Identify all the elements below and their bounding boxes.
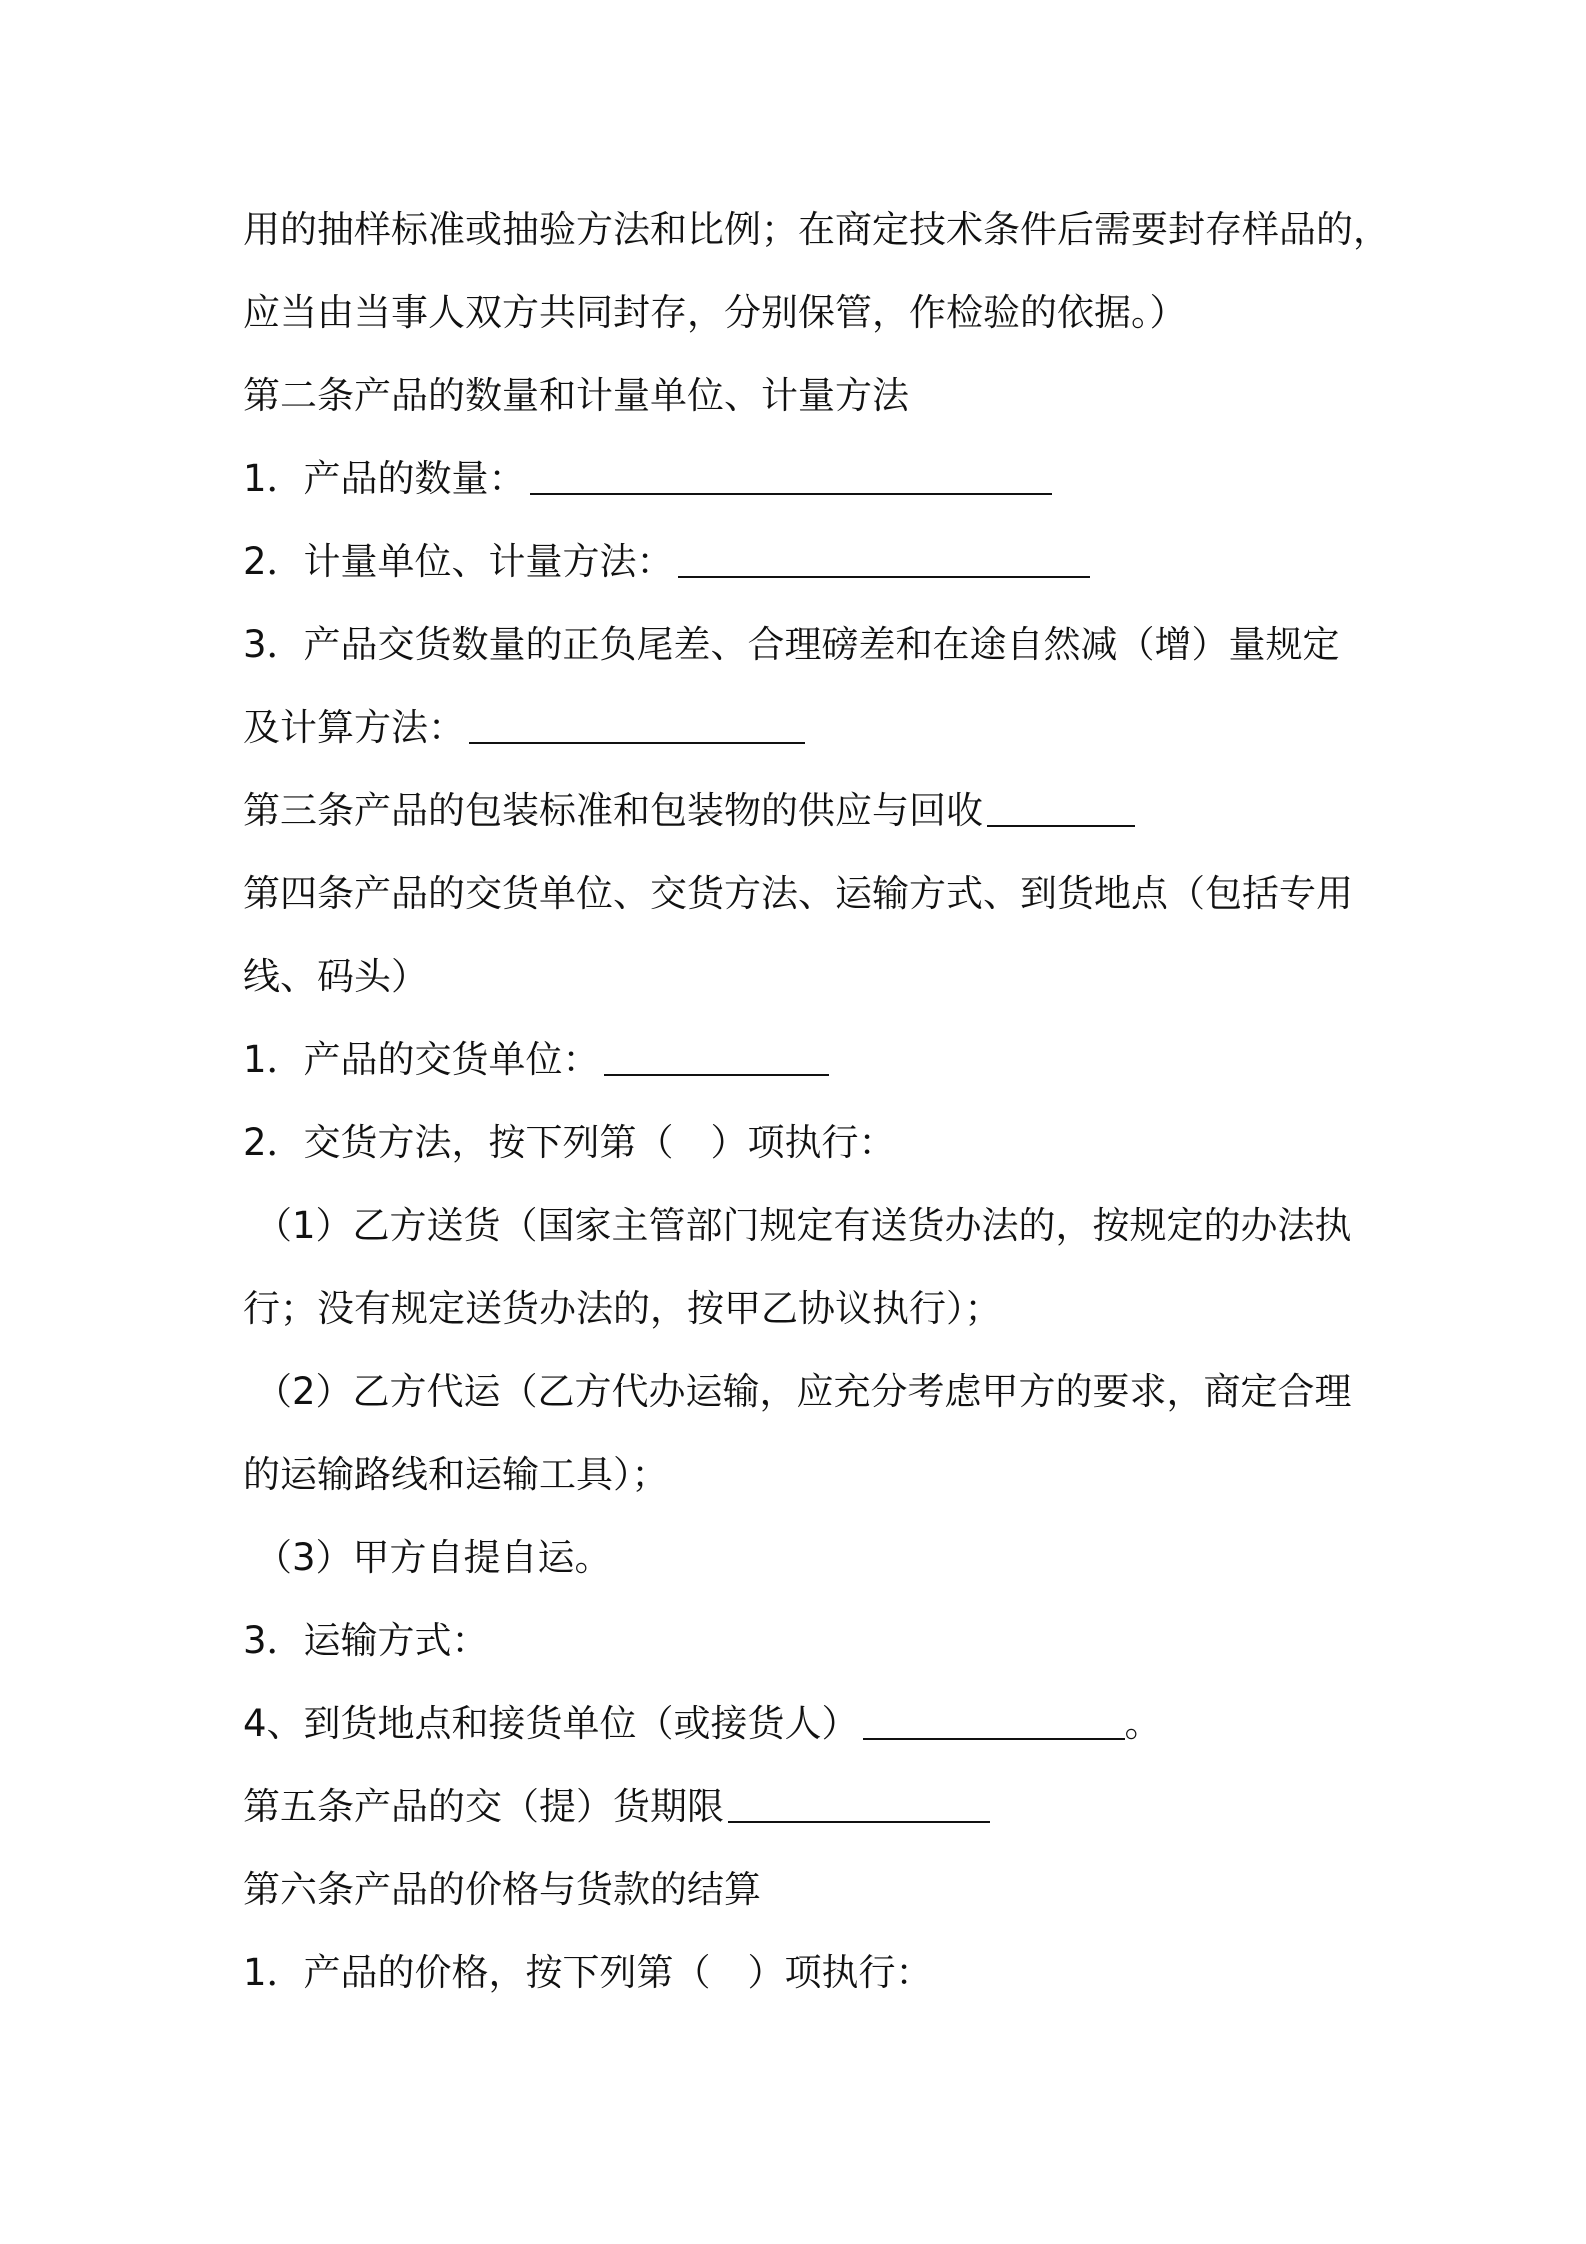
line-text: （1）乙方送货（国家主管部门规定有送货办法的，按规定的办法执	[255, 1204, 1352, 1247]
text-line	[255, 1196, 1352, 1256]
text-line	[255, 1528, 612, 1588]
text-line	[255, 1362, 1352, 1422]
section-heading	[243, 366, 909, 426]
line-text: 4、到货地点和接货单位（或接货人）	[243, 1702, 859, 1745]
text-line	[243, 1113, 896, 1173]
text-line	[243, 1030, 829, 1090]
blank-field	[604, 1034, 829, 1076]
text-line	[243, 1279, 1002, 1339]
line-text: 3．产品交货数量的正负尾差、合理磅差和在途自然减（增）量规定	[243, 623, 1340, 666]
section-heading	[243, 864, 1353, 924]
line-text: 第三条产品的包装标准和包装物的供应与回收	[243, 789, 983, 832]
line-text: 1．产品的价格，按下列第（ ）项执行：	[243, 1951, 933, 1994]
line-text: 3．运输方式：	[243, 1619, 489, 1662]
line-text: 第四条产品的交货单位、交货方法、运输方式、到货地点（包括专用	[243, 872, 1353, 915]
text-line	[243, 1694, 1162, 1754]
text-line	[243, 947, 428, 1007]
line-text: 2．计量单位、计量方法：	[243, 540, 674, 583]
line-text: 及计算方法：	[243, 706, 465, 749]
line-text: 1．产品的数量：	[243, 457, 526, 500]
text-line	[243, 615, 1340, 675]
line-text: （2）乙方代运（乙方代办运输，应充分考虑甲方的要求，商定合理	[255, 1370, 1352, 1413]
line-text: 第六条产品的价格与货款的结算	[243, 1868, 761, 1911]
text-line	[243, 698, 805, 758]
blank-field	[987, 785, 1135, 827]
blank-field	[863, 1698, 1125, 1740]
text-line	[243, 1611, 489, 1671]
text-line	[243, 449, 1052, 509]
text-line	[243, 532, 1090, 592]
line-text: 应当由当事人双方共同封存，分别保管，作检验的依据。）	[243, 291, 1187, 334]
line-text: 2．交货方法，按下列第（ ）项执行：	[243, 1121, 896, 1164]
line-text: 第二条产品的数量和计量单位、计量方法	[243, 374, 909, 417]
text-line	[243, 200, 1390, 260]
line-text: 的运输路线和运输工具）；	[243, 1453, 669, 1496]
blank-field	[728, 1781, 990, 1823]
line-text: 用的抽样标准或抽验方法和比例；在商定技术条件后需要封存样品的，	[243, 208, 1390, 251]
blank-field	[530, 453, 1052, 495]
text-line	[243, 1445, 669, 1505]
section-heading	[243, 781, 1135, 841]
line-text: 行；没有规定送货办法的，按甲乙协议执行）；	[243, 1287, 1002, 1330]
line-text: 1．产品的交货单位：	[243, 1038, 600, 1081]
line-text: 线、码头）	[243, 955, 428, 998]
text-line	[243, 283, 1187, 343]
blank-field	[678, 536, 1090, 578]
section-heading	[243, 1860, 761, 1920]
text-line	[243, 1943, 933, 2003]
blank-field	[469, 702, 805, 744]
line-suffix: 。	[1124, 1702, 1162, 1745]
line-text: 第五条产品的交（提）货期限	[243, 1785, 724, 1828]
section-heading	[243, 1777, 990, 1837]
line-text: （3）甲方自提自运。	[255, 1536, 612, 1579]
